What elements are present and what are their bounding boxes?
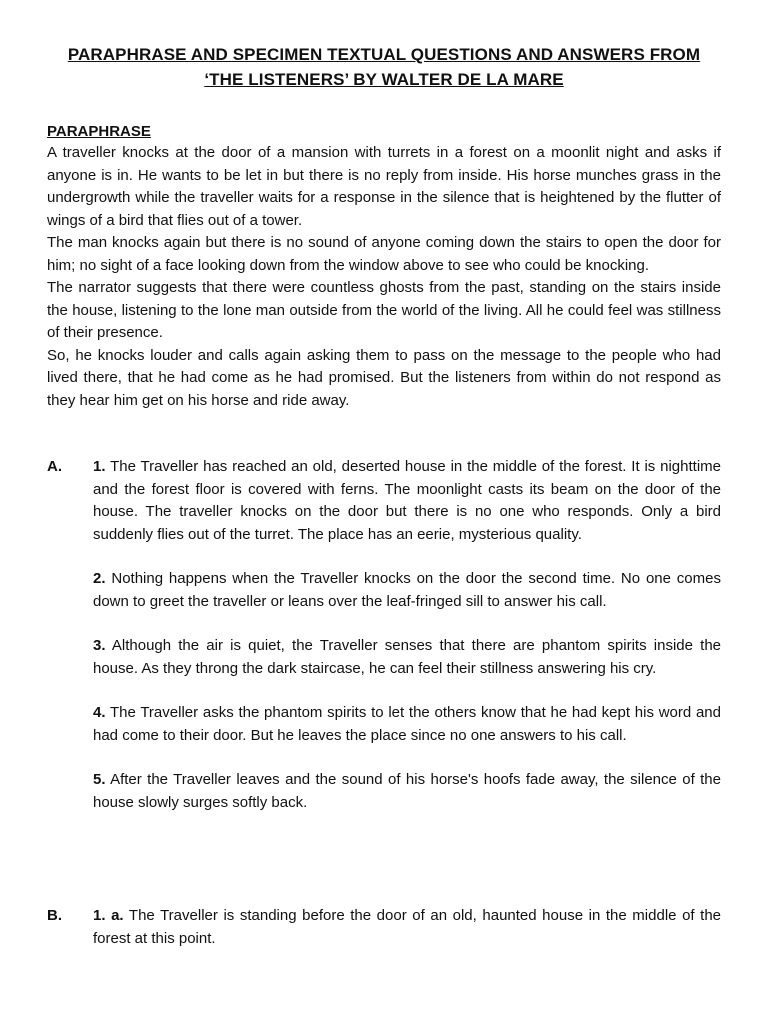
title-line-2: ‘THE LISTENERS’ BY WALTER DE LA MARE — [204, 70, 564, 89]
paraphrase-paragraph: So, he knocks louder and calls again asking them to pass on the message to the people who had lived there, that he had come as he had promised. But the listeners from within do not respond as they hear him get on his horse and ride away. — [47, 346, 721, 409]
answer-text: Nothing happens when the Traveller knocks on the door the second time. No one comes down to greet the traveller or leans over the leaf-fringed sill to answer his call. — [93, 570, 721, 610]
answer-text: The Traveller has reached an old, deserted house in the middle of the forest. It is nighttime and the forest floor is covered with ferns. The moonlight casts its beam on the door of the house. The traveller knocks on the door but there is no one who responds. Only a bird suddenly flies out of the turret. The place has an eerie, mysterious quality. — [93, 458, 721, 543]
section-b-answers — [93, 905, 721, 972]
answer-item — [93, 769, 721, 814]
title-line-1: PARAPHRASE AND SPECIMEN TEXTUAL QUESTIONS AND ANSWERS FROM — [67, 45, 701, 64]
document-title — [40, 42, 728, 92]
answer-number: 5. — [93, 771, 106, 788]
answer-item — [93, 905, 721, 950]
paraphrase-paragraph: The man knocks again but there is no sound of anyone coming down the stairs to open the door for him; no sight of a face looking down from the window above to see who could be knocking. — [47, 234, 721, 274]
answer-item — [93, 568, 721, 613]
answer-text: Although the air is quiet, the Traveller senses that there are phantom spirits inside the house. As they throng the dark staircase, he can feel their stillness answering his cry. — [93, 637, 722, 677]
answer-item — [93, 456, 721, 546]
answer-number: 2. — [93, 570, 106, 587]
paraphrase-body — [47, 142, 721, 412]
answer-item — [93, 702, 721, 747]
paraphrase-paragraph: The narrator suggests that there were countless ghosts from the past, standing on the stairs inside the house, listening to the lone man outside from the world of the living. All he could feel was stillness of their presence. — [47, 279, 721, 341]
answer-item — [93, 635, 721, 680]
answer-text: The Traveller is standing before the door of an old, haunted house in the middle of the forest at this point. — [93, 907, 722, 947]
paraphrase-heading: PARAPHRASE — [47, 123, 151, 140]
answer-text: After the Traveller leaves and the sound of his horse's hoofs fade away, the silence of the house slowly surges softly back. — [93, 771, 721, 811]
section-a-answers — [93, 456, 721, 836]
answer-number: 1. a. — [93, 907, 124, 924]
section-b-label: B. — [47, 907, 62, 924]
paraphrase-paragraph: A traveller knocks at the door of a mansion with turrets in a forest on a moonlit night and asks if anyone is in. He wants to be let in but there is no reply from inside. His horse munches grass in the undergrowth while the traveller waits for a response in the silence that is heightened by the flutter of wings of a bird that flies out of a tower. — [47, 144, 721, 229]
answer-number: 3. — [93, 637, 106, 654]
section-a-label: A. — [47, 458, 62, 475]
answer-number: 1. — [93, 458, 106, 475]
answer-number: 4. — [93, 704, 106, 721]
answer-text: The Traveller asks the phantom spirits to let the others know that he had kept his word and had come to their door. But he leaves the place since no one answers to his call. — [93, 704, 721, 744]
